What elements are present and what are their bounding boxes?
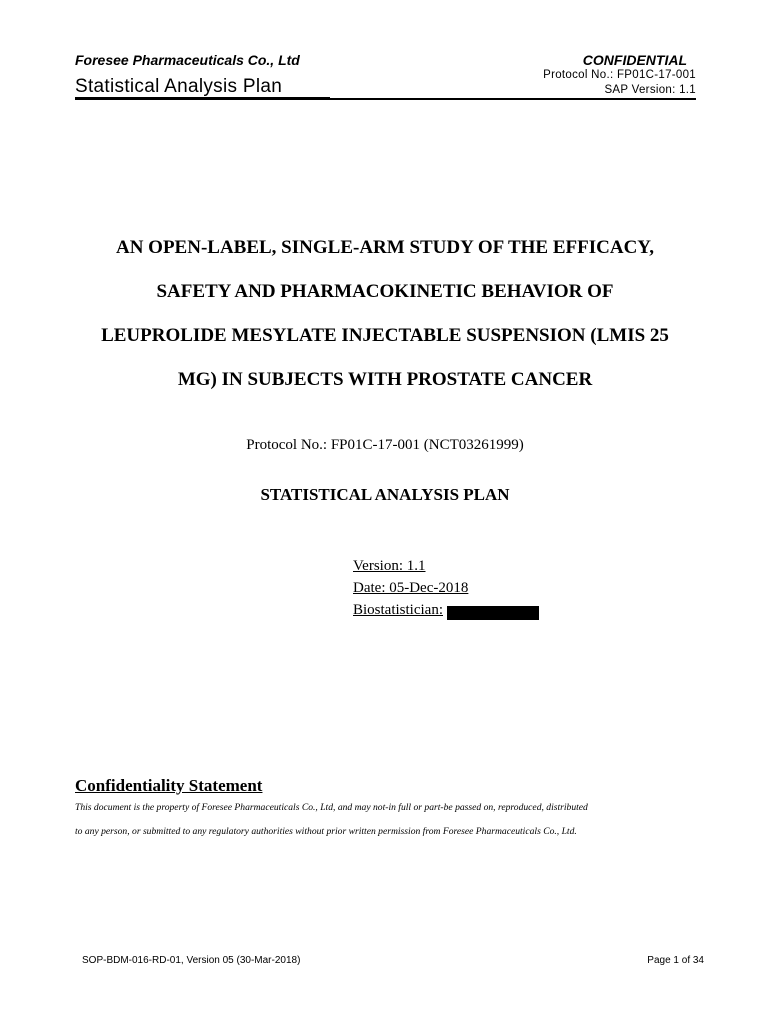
confidentiality-text [75, 796, 715, 844]
header-rule-thin [330, 98, 696, 100]
confidentiality-heading: Confidentiality Statement [75, 776, 263, 795]
confidential-label: CONFIDENTIAL [582, 52, 687, 68]
version-line: Version: 1.1 [353, 558, 426, 574]
study-title-line: AN OPEN-LABEL, SINGLE-ARM STUDY OF THE EFFICACY, [115, 237, 655, 258]
confidentiality-line: to any person, or submitted to any regulatory authorities without prior written permission from Foresee Pharmaceuticals Co., Ltd. [75, 826, 577, 837]
header-rule-thick [75, 97, 330, 100]
company-name: Foresee Pharmaceuticals Co., Ltd [75, 52, 300, 68]
document-type: Statistical Analysis Plan [75, 76, 283, 97]
footer-page-number: Page 1 of 34 [647, 955, 704, 966]
protocol-line: Protocol No.: FP01C-17-001 (NCT03261999) [246, 437, 524, 453]
redaction-bar [447, 606, 539, 620]
plan-title: STATISTICAL ANALYSIS PLAN [260, 485, 510, 504]
study-title-line: SAFETY AND PHARMACOKINETIC BEHAVIOR OF [156, 281, 614, 302]
study-title [60, 226, 710, 402]
header-protocol-number: Protocol No.: FP01C-17-001 [543, 69, 696, 81]
study-title-line: LEUPROLIDE MESYLATE INJECTABLE SUSPENSION (LMIS 25 [101, 325, 669, 346]
study-title-line: MG) IN SUBJECTS WITH PROSTATE CANCER [177, 369, 593, 390]
header-sap-version: SAP Version: 1.1 [604, 84, 696, 96]
date-line: Date: 05-Dec-2018 [353, 580, 469, 596]
footer-sop: SOP-BDM-016-RD-01, Version 05 (30-Mar-2018) [82, 955, 301, 966]
biostatistician-line: Biostatistician: [353, 602, 443, 618]
confidentiality-line: This document is the property of Foresee Pharmaceuticals Co., Ltd, and may not-in full or part-be passed on, reproduced, distributed [75, 802, 588, 813]
